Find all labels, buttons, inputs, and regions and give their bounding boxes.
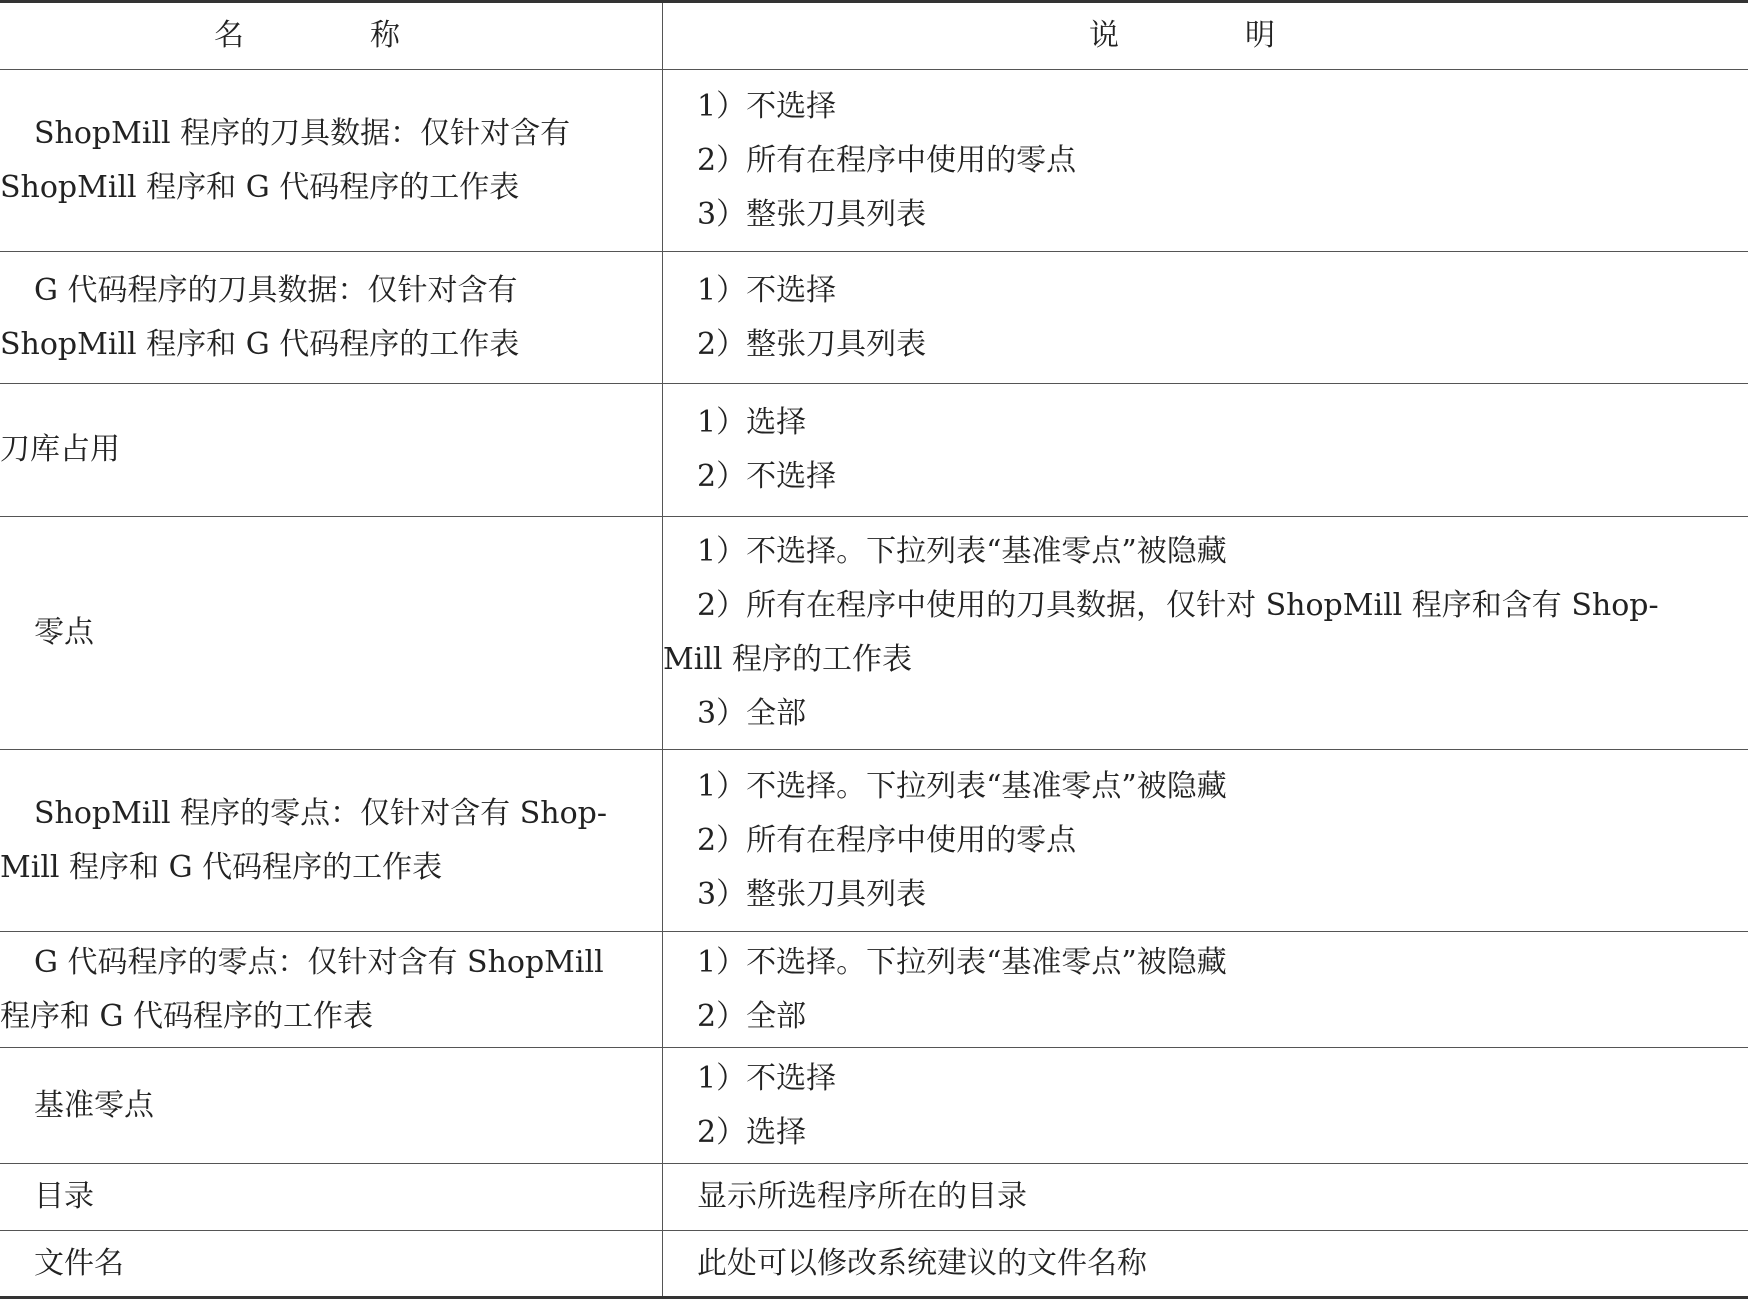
row-name: 零点 bbox=[0, 517, 663, 750]
table-row bbox=[0, 252, 1748, 384]
header-name: 名 称 bbox=[0, 2, 663, 70]
row-name: ShopMill 程序的零点：仅针对含有 Shop- Mill 程序和 G 代码程序的工作表 bbox=[0, 750, 663, 932]
row-description: 1）不选择。下拉列表“基准零点”被隐藏 2）全部 bbox=[663, 932, 1748, 1048]
row-description: 1）不选择 2）整张刀具列表 bbox=[663, 252, 1748, 384]
row-description: 显示所选程序所在的目录 bbox=[663, 1164, 1748, 1231]
table-row bbox=[0, 517, 1748, 750]
row-name: 目录 bbox=[0, 1164, 663, 1231]
row-description: 1）选择 2）不选择 bbox=[663, 384, 1748, 517]
row-name: ShopMill 程序的刀具数据：仅针对含有 ShopMill 程序和 G 代码程序的工作表 bbox=[0, 70, 663, 252]
table-row bbox=[0, 384, 1748, 517]
row-name: 文件名 bbox=[0, 1231, 663, 1298]
row-name: G 代码程序的零点：仅针对含有 ShopMill 程序和 G 代码程序的工作表 bbox=[0, 932, 663, 1048]
row-name: 基准零点 bbox=[0, 1048, 663, 1164]
row-name: G 代码程序的刀具数据：仅针对含有 ShopMill 程序和 G 代码程序的工作表 bbox=[0, 252, 663, 384]
table-row bbox=[0, 1231, 1748, 1298]
row-description: 此处可以修改系统建议的文件名称 bbox=[663, 1231, 1748, 1298]
row-description: 1）不选择。下拉列表“基准零点”被隐藏 2）所有在程序中使用的零点 3）整张刀具列表 bbox=[663, 750, 1748, 932]
row-name: 刀库占用 bbox=[0, 384, 663, 517]
table-row bbox=[0, 70, 1748, 252]
header-description: 说 明 bbox=[663, 2, 1748, 70]
header-row bbox=[0, 2, 1748, 70]
table-row bbox=[0, 1164, 1748, 1231]
table-row bbox=[0, 932, 1748, 1048]
table-row bbox=[0, 750, 1748, 932]
row-description: 1）不选择。下拉列表“基准零点”被隐藏 2）所有在程序中使用的刀具数据，仅针对 ShopMill 程序和含有 Shop- Mill 程序的工作表 3）全部 bbox=[663, 517, 1748, 750]
row-description: 1）不选择 2）所有在程序中使用的零点 3）整张刀具列表 bbox=[663, 70, 1748, 252]
row-description: 1）不选择 2）选择 bbox=[663, 1048, 1748, 1164]
table-row bbox=[0, 1048, 1748, 1164]
